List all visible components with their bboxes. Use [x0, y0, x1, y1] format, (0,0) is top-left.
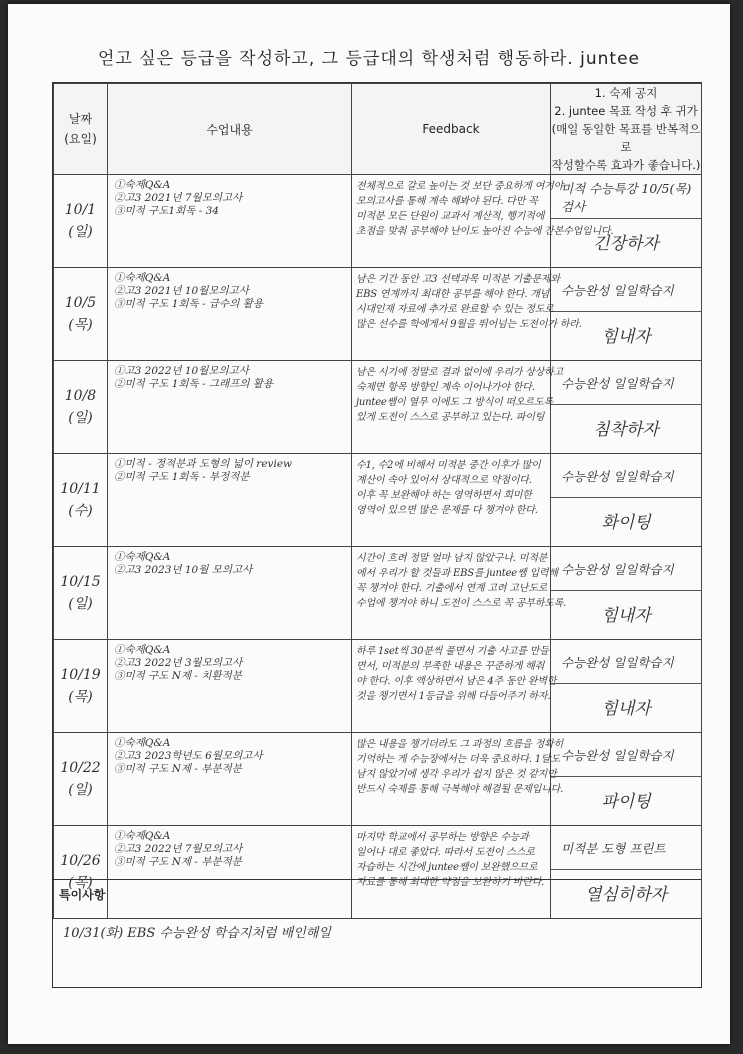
lesson-log: [52, 82, 702, 988]
feedback-line: 시간이 흐려 정말 얼마 남지 않았구나. 미적분: [356, 553, 548, 564]
feedback-line: 꼭 챙겨야 한다. 기출에서 연계 고려 고난도로: [356, 583, 548, 594]
table-row: [54, 268, 702, 361]
feedback-line: 면서, 미적분의 부족한 내용은 꾸준하게 해줘: [356, 661, 545, 672]
feedback-line: 영역이 있으면 많은 문제를 다 챙겨야 한다.: [356, 505, 538, 516]
homework-goal: 수능완성 일일학습지: [551, 733, 701, 777]
feedback-line: 모의고사를 통해 계속 해봐야 된다. 다만 꼭: [356, 196, 538, 207]
info-line: (매일 동일한 목표를 반복적으로: [551, 122, 701, 154]
goal-cell: [551, 361, 702, 454]
worksheet-paper: [8, 4, 730, 1044]
feedback-line: 마지막 학교에서 공부하는 방향은 수능과: [356, 832, 529, 843]
content-cell: [108, 733, 352, 826]
lesson-day: (목): [68, 317, 93, 333]
header-date: [54, 84, 108, 175]
feedback-line: 것을 챙기면서 1등급을 위해 다듬어주기 하자.: [356, 691, 551, 702]
motivation-note: 파이팅: [601, 791, 651, 812]
table-header-row: [54, 84, 702, 175]
homework-goal: 수능완성 일일학습지: [551, 268, 701, 312]
feedback-cell: [352, 640, 557, 733]
lesson-day: (수): [68, 503, 93, 519]
feedback-line: 시대인재 자료에 추가로 완료할 수 있는 정도로: [356, 304, 554, 315]
feedback-line: 미적분 모든 단원이 교과서 계산적, 행기적에: [356, 211, 545, 222]
lesson-date: 10/1: [64, 202, 97, 218]
lesson-date: 10/26: [60, 853, 101, 869]
lesson-day: (일): [68, 596, 93, 612]
feedback-line: 에서 우리가 할 것들과 EBS를 juntee쌤 입력해: [356, 568, 558, 579]
content-line: ①숙제Q&A: [114, 830, 171, 842]
feedback-line: 수업에 챙겨야 하니 도전이 스스로 꼭 공부하도록.: [356, 598, 567, 609]
goal-cell: [551, 268, 702, 361]
content-line: ②고3 2022년 3월모의고사: [114, 657, 243, 669]
content-line: ③미적 구도 1회독 - 급수의 활용: [114, 298, 263, 310]
feedback-line: 남은 시기에 정말로 결과 없이에 우리가 상상하고: [356, 367, 564, 378]
feedback-cell: [352, 361, 564, 454]
motivation-note: 침착하자: [593, 419, 659, 440]
content-line: ①고3 2022년 10월모의고사: [114, 365, 249, 377]
header-info: [551, 84, 702, 175]
header-feedback: Feedback: [352, 84, 551, 175]
feedback-line: 반드시 숙제를 통해 극복해야 해결될 문제입니다.: [356, 784, 564, 795]
content-line: ③미적 구도1회독 - 34: [114, 205, 219, 217]
content-line: ①미적 - 정적분과 도형의 넓이 review: [114, 458, 293, 470]
date-cell: [54, 547, 108, 640]
date-cell: [54, 640, 108, 733]
homework-goal: 미적 수능특강 10/5(목) 검사: [551, 175, 701, 219]
feedback-line: juntee쌤이 열무 이에도 그 방식이 떠오르도록: [356, 397, 553, 408]
feedback-line: 많은 내용을 챙기더라도 그 과정의 흐름을 정확히: [356, 739, 564, 750]
content-line: ②고3 2021년 10월모의고사: [114, 285, 249, 297]
table-row: [54, 361, 702, 454]
content-cell: [108, 547, 352, 640]
content-line: ②고3 2023년 10월 모의고사: [114, 564, 253, 576]
lesson-table: [53, 83, 702, 919]
feedback-line: 자습하는 시간에 juntee쌤이 보완했으므로: [356, 862, 538, 873]
date-cell: [54, 361, 108, 454]
feedback-line: 전체적으로 갈로 높이는 것 보단 중요하게 여겨야: [356, 181, 564, 192]
content-line: ③미적 구도 N제 - 부분적분: [114, 856, 242, 868]
notes-label: 특이사항: [59, 888, 106, 902]
lesson-date: 10/19: [60, 667, 101, 683]
homework-goal: 수능완성 일일학습지: [551, 640, 701, 684]
motivation-note: 힘내자: [601, 605, 651, 626]
page-title: 얻고 싶은 등급을 작성하고, 그 등급대의 학생처럼 행동하라. juntee: [97, 49, 641, 69]
content-cell: [108, 640, 352, 733]
goal-cell: [551, 547, 702, 640]
feedback-cell: [352, 268, 582, 361]
feedback-line: 수1, 수2에 비해서 미적분 중간 이후가 많이: [356, 460, 541, 471]
lesson-date: 10/8: [64, 388, 97, 404]
content-line: ③미적 구도 N제 - 부분적분: [114, 763, 242, 775]
content-line: ②고3 2023학년도 6월모의고사: [114, 750, 263, 762]
feedback-line: 많은 선수를 학에게서 9월을 뛰어넘는 도전이가 하라.: [356, 319, 582, 330]
feedback-line: 숙제면 항목 방향인 계속 이어나가야 한다.: [356, 382, 535, 393]
table-row: [54, 175, 702, 268]
lesson-day: (목): [68, 875, 93, 891]
info-line: 2. juntee 목표 작성 후 귀가: [554, 104, 698, 118]
homework-goal: 수능완성 일일학습지: [551, 454, 701, 498]
feedback-cell: [352, 733, 564, 826]
feedback-line: 일어나 대로 좋았다. 따라서 도전이 스스로: [356, 847, 535, 858]
motivation-note: 화이팅: [601, 512, 651, 533]
lesson-day: (일): [68, 782, 93, 798]
goal-cell: [551, 175, 702, 268]
content-line: ①숙제Q&A: [114, 737, 171, 749]
feedback-line: EBS 연계까지 최대한 공부를 해야 한다. 개념: [356, 289, 550, 300]
feedback-cell: [352, 547, 567, 640]
content-line: ②미적 구도 1회독 - 부정적분: [114, 471, 250, 483]
table-row: [54, 547, 702, 640]
notes-text: 10/31(화) EBS 수능완성 학습지처럼 배인해일: [63, 926, 331, 941]
goal-cell: [551, 640, 702, 733]
content-line: ②고3 2022년 7월모의고사: [114, 843, 243, 855]
homework-goal: 수능완성 일일학습지: [551, 547, 701, 591]
motivation-note: 열심히하자: [584, 884, 668, 905]
lesson-day: (일): [68, 224, 93, 240]
motivation-note: 힘내자: [601, 326, 651, 347]
goal-cell: [551, 733, 702, 826]
feedback-line: 계산이 속아 있어서 상대적으로 약점이다.: [356, 475, 532, 486]
homework-goal: 수능완성 일일학습지: [551, 361, 701, 405]
feedback-line: 있게 도전이 스스로 공부하고 있는다. 파이팅: [356, 412, 545, 423]
content-line: ①숙제Q&A: [114, 551, 171, 563]
content-line: ③미적 구도 N제 - 치환적분: [114, 670, 242, 682]
date-cell: [54, 268, 108, 361]
header-content: 수업내용: [108, 84, 352, 175]
homework-goal: 미적분 도형 프린트: [551, 826, 701, 870]
feedback-line: 자료를 통해 최대한 약점을 보완하기 바란다.: [356, 877, 545, 888]
feedback-line: 하루 1set씩 30분씩 풀면서 기출 사고를 만들: [356, 646, 549, 657]
feedback-cell: [352, 454, 551, 547]
content-cell: [108, 268, 352, 361]
feedback-line: 기억하는 게 수능장에서는 더욱 중요하다. 1달도: [356, 754, 560, 765]
content-line: ①숙제Q&A: [114, 644, 171, 656]
date-cell: [54, 454, 108, 547]
content-line: ①숙제Q&A: [114, 272, 171, 284]
notes-section: [53, 879, 701, 988]
content-line: ②미적 구도 1회독 - 그래프의 활용: [114, 378, 274, 390]
lesson-date: 10/22: [60, 760, 101, 776]
lesson-date: 10/11: [60, 481, 101, 497]
table-row: [54, 640, 702, 733]
content-line: ①숙제Q&A: [114, 179, 171, 191]
motivation-note: 힘내자: [601, 698, 651, 719]
table-row: [54, 454, 702, 547]
feedback-line: 남지 않았기에 생각 우리가 쉽지 않은 것 같지만: [356, 769, 557, 780]
info-line: 1. 숙제 공지: [594, 86, 658, 100]
date-cell: [54, 733, 108, 826]
lesson-date: 10/5: [64, 295, 97, 311]
content-cell: [108, 361, 352, 454]
lesson-day: (일): [68, 410, 93, 426]
feedback-line: 초점을 맞춰 공부해야 난이도 높아진 수능에 간본수업입니다.: [356, 226, 614, 237]
goal-cell: [551, 454, 702, 547]
content-cell: [108, 175, 352, 268]
info-line: 작성할수록 효과가 좋습니다.): [551, 158, 701, 172]
motivation-note: 긴장하자: [593, 233, 659, 254]
table-row: [54, 733, 702, 826]
content-line: ②고3 2021년 7월모의고사: [114, 192, 243, 204]
feedback-line: 야 한다. 이후 액상하면서 남은 4주 동안 완벽한: [356, 676, 557, 687]
lesson-day: (목): [68, 689, 93, 705]
date-cell: [54, 175, 108, 268]
feedback-line: 이후 꼭 보완해야 하는 영역하면서 희미한: [356, 490, 532, 501]
header-day-label: (요일): [64, 132, 97, 146]
lesson-date: 10/15: [60, 574, 101, 590]
content-cell: [108, 454, 352, 547]
header-date-label: 날짜: [68, 112, 93, 126]
feedback-line: 남은 기간 동안 고3 선택과목 미적분 기출문제와: [356, 274, 560, 285]
feedback-cell: [352, 175, 614, 268]
